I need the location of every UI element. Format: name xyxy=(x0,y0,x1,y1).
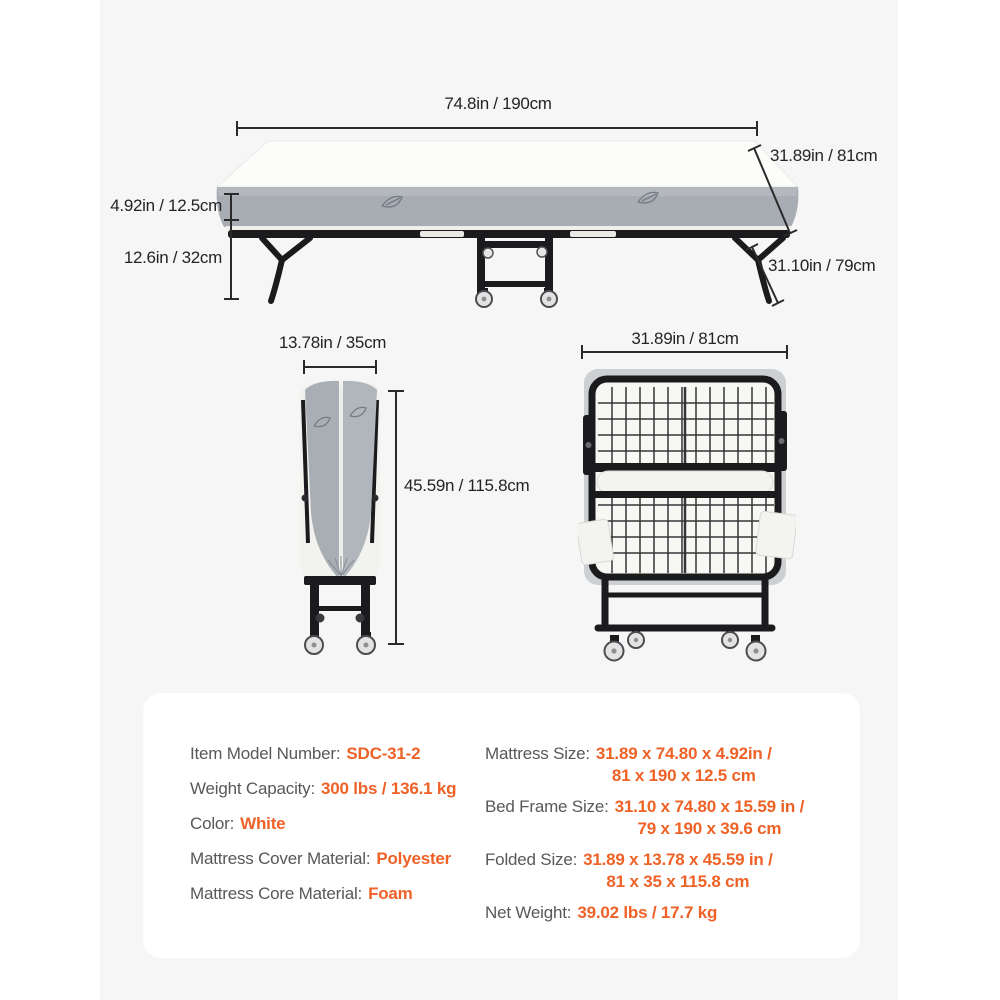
fold-hinge xyxy=(593,463,777,498)
spec-row-weight-capacity xyxy=(190,778,456,800)
spec-value-line1: 31.10 x 74.80 x 15.59 in / xyxy=(614,797,805,816)
folded-bed-legs xyxy=(304,576,376,654)
spec-value: 300 lbs / 136.1 kg xyxy=(321,779,457,798)
spec-value: SDC-31-2 xyxy=(346,744,421,763)
spec-row-net-weight xyxy=(485,902,804,924)
spec-label: Mattress Size: xyxy=(485,744,590,763)
mattress-top-face xyxy=(217,141,798,187)
spec-value-line2: 79 x 190 x 39.6 cm xyxy=(637,819,782,838)
spec-row-color xyxy=(190,813,456,835)
spec-label: Mattress Cover Material: xyxy=(190,849,371,868)
spec-label: Color: xyxy=(190,814,235,833)
spec-label: Net Weight: xyxy=(485,903,572,922)
spec-label: Mattress Core Material: xyxy=(190,884,363,903)
spec-column-left xyxy=(190,743,456,918)
spec-value-line2: 81 x 190 x 12.5 cm xyxy=(611,766,756,785)
spec-label: Bed Frame Size: xyxy=(485,797,609,816)
spec-value: Foam xyxy=(368,884,413,903)
dim-label-bed-length: 74.8in / 190cm xyxy=(444,94,552,113)
left-folding-legs xyxy=(262,238,310,301)
unfolded-bed-image xyxy=(150,130,810,315)
folded-bed-side-image xyxy=(288,378,404,663)
spec-row-bed-frame-size xyxy=(485,796,804,840)
rolling-base xyxy=(598,577,772,661)
spec-value xyxy=(577,902,717,924)
caster-wheel xyxy=(605,635,624,661)
spec-value: Polyester xyxy=(376,849,452,868)
spec-label: Folded Size: xyxy=(485,850,578,869)
spec-value: White xyxy=(240,814,286,833)
spec-value-line1: 39.02 lbs / 17.7 kg xyxy=(577,903,718,922)
spec-row-core-material xyxy=(190,883,456,905)
folded-bed-front-image xyxy=(578,363,796,665)
caster-wheel xyxy=(305,632,323,654)
center-support xyxy=(476,237,557,307)
spec-value-line1: 31.89 x 74.80 x 4.92in / xyxy=(595,744,772,763)
spec-value-line2: 81 x 35 x 115.8 cm xyxy=(606,872,750,891)
dim-label-frame-depth: 31.10in / 79cm xyxy=(768,256,876,275)
dim-label-mattress-thickness: 4.92in / 12.5cm xyxy=(110,196,222,215)
strap-pad xyxy=(578,519,614,565)
spec-row-mattress-size xyxy=(485,743,804,787)
dim-label-bed-depth: 31.89in / 81cm xyxy=(770,146,878,165)
caster-wheel xyxy=(541,288,557,307)
spec-value xyxy=(583,849,773,893)
spec-row-folded-size xyxy=(485,849,804,893)
spec-row-model-number xyxy=(190,743,456,765)
dim-label-folded-width: 31.89in / 81cm xyxy=(631,329,739,348)
spec-value-line1: 31.89 x 13.78 x 45.59 in / xyxy=(583,850,773,869)
spec-label: Item Model Number: xyxy=(190,744,341,763)
spec-value xyxy=(615,796,805,840)
dim-label-folded-height: 45.59n / 115.8cm xyxy=(404,476,530,495)
spec-label: Weight Capacity: xyxy=(190,779,315,798)
dim-label-folded-depth: 13.78in / 35cm xyxy=(278,333,387,352)
strap-pad xyxy=(755,511,796,559)
spec-value xyxy=(596,743,772,787)
caster-wheel xyxy=(747,635,766,661)
spec-column-right xyxy=(485,743,804,933)
dim-label-frame-height: 12.6in / 32cm xyxy=(123,248,222,267)
spec-row-cover-material xyxy=(190,848,456,870)
spec-panel xyxy=(143,693,860,958)
caster-wheel xyxy=(357,632,375,654)
